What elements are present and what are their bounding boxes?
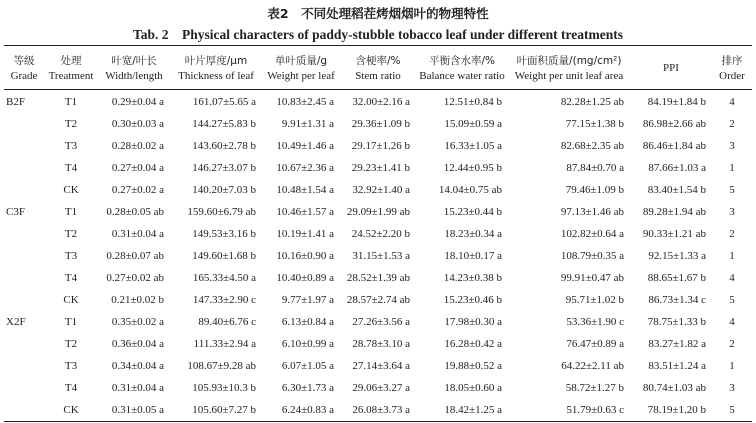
grade-cell xyxy=(4,179,44,201)
table-cell: 161.07±5.65 a xyxy=(192,96,256,108)
table-cell: 10.48±1.54 a xyxy=(276,184,334,196)
table-row xyxy=(4,135,752,157)
grade-cell xyxy=(4,135,44,157)
table-row xyxy=(4,90,752,114)
table-cell: 12.44±0.95 b xyxy=(443,162,502,174)
grade-cell: B2F xyxy=(6,96,25,108)
table-row xyxy=(4,333,752,355)
table-cell: 0.34±0.04 a xyxy=(111,360,164,372)
table-cell: 88.65±1.67 b xyxy=(647,272,706,284)
table-cell: 105.93±10.3 b xyxy=(192,382,256,394)
table-cell: 82.68±2.35 ab xyxy=(560,140,624,152)
table-cell: 83.51±1.24 a xyxy=(648,360,706,372)
table-cell: 5 xyxy=(729,184,735,196)
table-cell: 29.09±1.99 ab xyxy=(346,206,410,218)
table-cell: 111.33±2.94 a xyxy=(193,338,256,350)
header-weight-per-leaf: 单叶质量/g Weight per leaf xyxy=(267,54,335,82)
header-weight-unit-area: 叶面积质量/(mg/cm²) Weight per unit leaf area xyxy=(514,54,624,82)
table-cell: 14.23±0.38 b xyxy=(443,272,502,284)
table-cell: 26.08±3.73 a xyxy=(352,404,410,416)
table-cell: 16.33±1.05 a xyxy=(444,140,502,152)
table-cell: 2 xyxy=(729,228,735,240)
table-cell: T3 xyxy=(64,360,78,372)
table-cell: 31.15±1.53 a xyxy=(352,250,410,262)
table-cell: 3 xyxy=(729,140,735,152)
header-grade: 等级 Grade xyxy=(10,54,38,82)
table-cell: 89.28±1.94 ab xyxy=(642,206,706,218)
table-cell: 14.04±0.75 ab xyxy=(438,184,502,196)
table-cell: 0.29±0.04 a xyxy=(111,96,164,108)
table-cell: 0.30±0.03 a xyxy=(111,118,164,130)
table-row xyxy=(4,179,752,201)
header-stem-ratio: 含梗率/% Stem ratio xyxy=(355,54,401,82)
table-cell: 10.46±1.57 a xyxy=(276,206,334,218)
grade-cell xyxy=(4,223,44,245)
table-cell: 0.36±0.04 a xyxy=(111,338,164,350)
grade-cell xyxy=(4,267,44,289)
table-cell: 29.36±1.09 b xyxy=(351,118,410,130)
table-cell: 84.19±1.84 b xyxy=(647,96,706,108)
table-cell: 9.91±1.31 a xyxy=(281,118,334,130)
header-balance-water: 平衡含水率/% Balance water ratio xyxy=(419,54,505,82)
table-row xyxy=(4,311,752,333)
table-cell: 83.27±1.82 a xyxy=(648,338,706,350)
table-title-en: Tab. 2 Physical characters of paddy-stubble tobacco leaf under different treatments xyxy=(133,27,623,42)
table-cell: 6.07±1.05 a xyxy=(281,360,334,372)
table-cell: 143.60±2.78 b xyxy=(192,140,256,152)
table-cell: T4 xyxy=(64,272,78,284)
table-cell: 9.77±1.97 a xyxy=(281,294,334,306)
table-cell: 147.33±2.90 c xyxy=(192,294,256,306)
table-cell: 15.23±0.46 b xyxy=(443,294,502,306)
table-row xyxy=(4,267,752,289)
table-cell: 10.40±0.89 a xyxy=(276,272,334,284)
table-row xyxy=(4,289,752,311)
table-cell: 3 xyxy=(729,206,735,218)
table-cell: 64.22±2.11 ab xyxy=(561,360,624,372)
table-cell: 86.73±1.34 c xyxy=(648,294,706,306)
table-cell: 6.10±0.99 a xyxy=(281,338,334,350)
grade-cell xyxy=(4,113,44,135)
table-cell: 2 xyxy=(729,338,735,350)
table-cell: 0.31±0.05 a xyxy=(111,404,164,416)
table-cell: 10.16±0.90 a xyxy=(276,250,334,262)
table-cell: 18.10±0.17 a xyxy=(444,250,502,262)
table-cell: T1 xyxy=(64,96,78,108)
table-cell: 10.49±1.46 a xyxy=(276,140,334,152)
table-cell: 5 xyxy=(729,404,735,416)
table-cell: T2 xyxy=(64,118,78,130)
table-cell: 15.09±0.59 a xyxy=(444,118,502,130)
table-cell: 0.28±0.02 a xyxy=(111,140,164,152)
table-cell: 76.47±0.89 a xyxy=(566,338,624,350)
table-cell: 3 xyxy=(729,382,735,394)
table-cell: 2 xyxy=(729,118,735,130)
table-cell: 17.98±0.30 a xyxy=(444,316,502,328)
table-cell: 15.23±0.44 b xyxy=(443,206,502,218)
table-cell: 0.35±0.02 a xyxy=(111,316,164,328)
table-cell: 4 xyxy=(729,316,735,328)
grade-cell xyxy=(4,289,44,311)
table-cell: 32.92±1.40 a xyxy=(352,184,410,196)
table-cell: 149.53±3.16 b xyxy=(192,228,256,240)
table-row xyxy=(4,201,752,223)
table-cell: 28.78±3.10 a xyxy=(352,338,410,350)
grade-cell xyxy=(4,355,44,377)
table-cell: T1 xyxy=(64,206,78,218)
table-cell: T2 xyxy=(64,338,78,350)
physical-characters-table xyxy=(4,45,752,422)
table-cell: 6.24±0.83 a xyxy=(281,404,334,416)
table-row xyxy=(4,223,752,245)
table-cell: T1 xyxy=(64,316,78,328)
table-cell: 1 xyxy=(729,250,735,262)
table-cell: 29.17±1.26 b xyxy=(351,140,410,152)
table-cell: 19.88±0.52 a xyxy=(444,360,502,372)
table-cell: T3 xyxy=(64,250,78,262)
table-cell: 12.51±0.84 b xyxy=(443,96,502,108)
table-cell: T4 xyxy=(64,382,78,394)
table-title-cn: 表2 不同处理稻茬烤烟烟叶的物理特性 xyxy=(267,6,489,21)
table-row xyxy=(4,245,752,267)
table-cell: 140.20±7.03 b xyxy=(192,184,256,196)
grade-cell xyxy=(4,377,44,399)
table-cell: 86.46±1.84 ab xyxy=(642,140,706,152)
table-cell: 18.05±0.60 a xyxy=(444,382,502,394)
grade-cell xyxy=(4,245,44,267)
table-cell: T4 xyxy=(64,162,78,174)
table-row xyxy=(4,399,752,422)
table-cell: 27.26±3.56 a xyxy=(352,316,410,328)
table-cell: 0.28±0.07 ab xyxy=(106,250,164,262)
table-cell: 0.27±0.02 a xyxy=(111,184,164,196)
table-cell: 80.74±1.03 ab xyxy=(642,382,706,394)
table-cell: 0.31±0.04 a xyxy=(111,382,164,394)
table-cell: 4 xyxy=(729,96,735,108)
table-cell: 146.27±3.07 b xyxy=(192,162,256,174)
table-cell: 87.84±0.70 a xyxy=(566,162,624,174)
table-cell: 144.27±5.83 b xyxy=(192,118,256,130)
table-cell: 108.67±9.28 ab xyxy=(187,360,256,372)
table-cell: 29.23±1.41 b xyxy=(351,162,410,174)
table-cell: 18.23±0.34 a xyxy=(444,228,502,240)
table-cell: 77.15±1.38 b xyxy=(565,118,624,130)
table-cell: 105.60±7.27 b xyxy=(192,404,256,416)
table-cell: 86.98±2.66 ab xyxy=(642,118,706,130)
table-cell: 99.91±0.47 ab xyxy=(560,272,624,284)
table-cell: 1 xyxy=(729,162,735,174)
table-cell: 83.40±1.54 b xyxy=(647,184,706,196)
table-cell: 0.21±0.02 b xyxy=(111,294,164,306)
table-cell: 29.06±3.27 a xyxy=(352,382,410,394)
table-cell: 28.57±2.74 ab xyxy=(346,294,410,306)
table-cell: 165.33±4.50 a xyxy=(192,272,256,284)
table-row xyxy=(4,113,752,135)
table-cell: 0.28±0.05 ab xyxy=(106,206,164,218)
table-cell: 32.00±2.16 a xyxy=(352,96,410,108)
table-cell: 87.66±1.03 a xyxy=(648,162,706,174)
table-cell: 27.14±3.64 a xyxy=(352,360,410,372)
table-cell: 16.28±0.42 a xyxy=(444,338,502,350)
header-ppi: PPI xyxy=(663,61,679,74)
table-cell: 53.36±1.90 c xyxy=(566,316,624,328)
table-cell: 102.82±0.64 a xyxy=(560,228,624,240)
table-cell: 82.28±1.25 ab xyxy=(560,96,624,108)
table-cell: 89.40±6.76 c xyxy=(198,316,256,328)
grade-cell xyxy=(4,399,44,422)
header-row xyxy=(4,46,752,90)
table-row xyxy=(4,355,752,377)
table-cell: 95.71±1.02 b xyxy=(565,294,624,306)
table-cell: CK xyxy=(63,404,79,416)
table-cell: CK xyxy=(63,184,79,196)
table-cell: 4 xyxy=(729,272,735,284)
grade-cell: X2F xyxy=(6,316,26,328)
table-cell: 51.79±0.63 c xyxy=(566,404,624,416)
table-cell: 6.30±1.73 a xyxy=(281,382,334,394)
table-cell: 10.67±2.36 a xyxy=(276,162,334,174)
grade-cell xyxy=(4,333,44,355)
table-cell: 1 xyxy=(729,360,735,372)
header-treatment: 处理 Treatment xyxy=(48,54,94,82)
table-cell: 0.31±0.04 a xyxy=(111,228,164,240)
table-cell: 90.33±1.21 ab xyxy=(642,228,706,240)
table-cell: 149.60±1.68 b xyxy=(192,250,256,262)
grade-cell: C3F xyxy=(6,206,25,218)
table-cell: 10.19±1.41 a xyxy=(276,228,334,240)
table-cell: 58.72±1.27 b xyxy=(565,382,624,394)
table-cell: 24.52±2.20 b xyxy=(351,228,410,240)
table-cell: 97.13±1.46 ab xyxy=(560,206,624,218)
grade-cell xyxy=(4,157,44,179)
header-thickness: 叶片厚度/μm Thickness of leaf xyxy=(178,54,254,82)
table-body xyxy=(4,90,752,422)
table-cell: 78.19±1.20 b xyxy=(647,404,706,416)
header-order: 排序 Order xyxy=(719,54,745,82)
table-cell: T2 xyxy=(64,228,78,240)
table-cell: T3 xyxy=(64,140,78,152)
table-cell: 18.42±1.25 a xyxy=(444,404,502,416)
table-cell: 159.60±6.79 ab xyxy=(187,206,256,218)
table-cell: 92.15±1.33 a xyxy=(648,250,706,262)
header-width-length: 叶宽/叶长 Width/length xyxy=(105,54,163,82)
table-cell: 108.79±0.35 a xyxy=(560,250,624,262)
table-cell: CK xyxy=(63,294,79,306)
table-cell: 5 xyxy=(729,294,735,306)
table-cell: 79.46±1.09 b xyxy=(565,184,624,196)
table-row xyxy=(4,157,752,179)
table-cell: 10.83±2.45 a xyxy=(276,96,334,108)
table-cell: 0.27±0.04 a xyxy=(111,162,164,174)
table-row xyxy=(4,377,752,399)
table-cell: 78.75±1.33 b xyxy=(647,316,706,328)
table-cell: 6.13±0.84 a xyxy=(281,316,334,328)
table-cell: 0.27±0.02 ab xyxy=(106,272,164,284)
table-cell: 28.52±1.39 ab xyxy=(346,272,410,284)
